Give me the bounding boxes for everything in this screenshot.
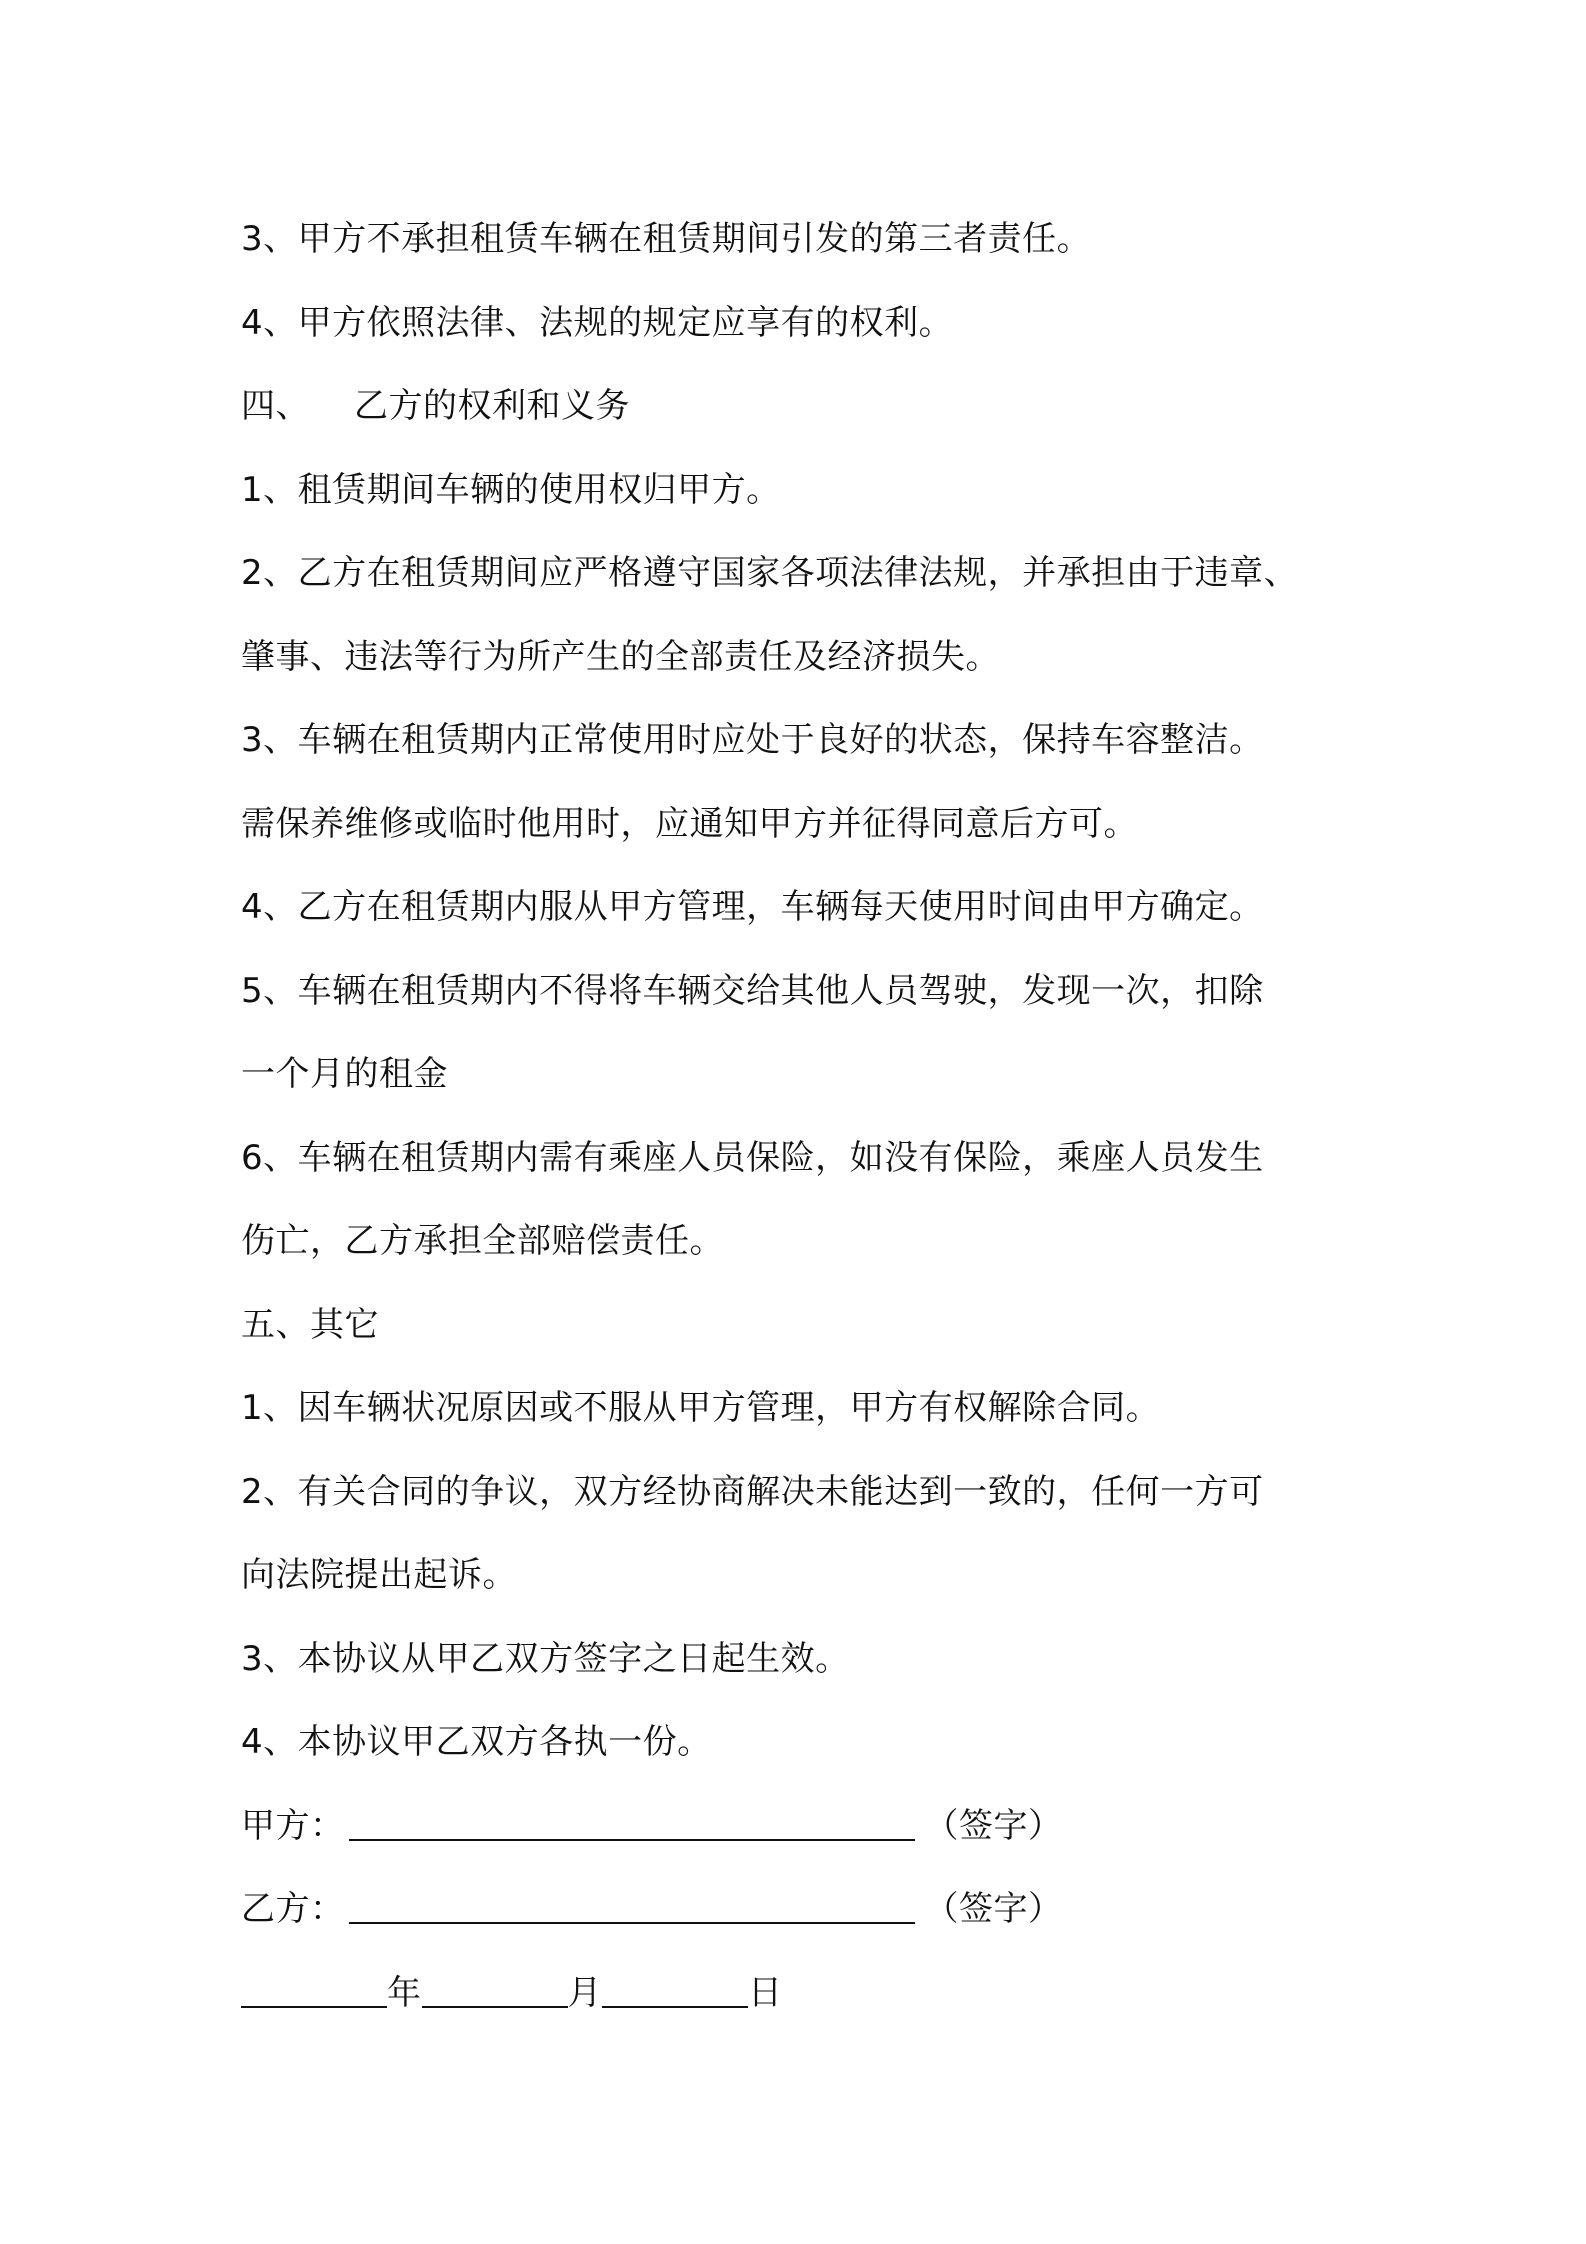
party-b-label: 乙方： — [241, 1889, 345, 1929]
month-blank[interactable] — [422, 1976, 568, 2008]
party-b-sign-note: （签字） — [924, 1889, 1063, 1929]
paragraph-line: 一个月的租金 — [241, 1054, 448, 1094]
party-a-label: 甲方： — [241, 1805, 345, 1846]
section-number: 四、 — [241, 386, 310, 426]
paragraph-line: 1、因车辆状况原因或不服从甲方管理，甲方有权解除合同。 — [241, 1388, 1161, 1428]
paragraph-line: 3、车辆在租赁期内正常使用时应处于良好的状态，保持车容整洁。 — [241, 720, 1264, 760]
paragraph-line: 5、车辆在租赁期内不得将车辆交给其他人员驾驶，发现一次，扣除 — [241, 970, 1264, 1011]
party-a-signature-row — [241, 1785, 1391, 1869]
year-blank[interactable] — [241, 1976, 387, 2008]
section-heading-4 — [241, 365, 1391, 449]
paragraph-line: 肇事、违法等行为所产生的全部责任及经济损失。 — [241, 636, 1000, 677]
document-body — [241, 198, 1391, 2035]
paragraph-line: 1、租赁期间车辆的使用权归甲方。 — [241, 469, 781, 510]
party-b-signature-row — [241, 1868, 1391, 1952]
section-title: 乙方的权利和义务 — [354, 386, 630, 426]
paragraph-line: 4、乙方在租赁期内服从甲方管理，车辆每天使用时间由甲方确定。 — [241, 887, 1264, 927]
section-heading-5: 五、其它 — [241, 1304, 379, 1345]
party-a-signature-blank[interactable] — [349, 1809, 915, 1841]
paragraph-line: 伤亡，乙方承担全部赔偿责任。 — [241, 1221, 724, 1261]
paragraph-line: 3、甲方不承担租赁车辆在租赁期间引发的第三者责任。 — [241, 219, 1092, 259]
paragraph-line: 需保养维修或临时他用时，应通知甲方并征得同意后方可。 — [241, 803, 1138, 844]
date-row — [241, 1952, 1391, 2036]
paragraph-line: 6、车辆在租赁期内需有乘座人员保险，如没有保险，乘座人员发生 — [241, 1137, 1264, 1178]
paragraph-line: 向法院提出起诉。 — [241, 1555, 517, 1595]
paragraph-line: 2、有关合同的争议，双方经协商解决未能达到一致的，任何一方可 — [241, 1471, 1264, 1512]
year-label: 年 — [387, 1972, 422, 2013]
party-b-signature-blank[interactable] — [349, 1892, 915, 1924]
paragraph-line: 4、甲方依照法律、法规的规定应享有的权利。 — [241, 302, 954, 343]
day-label: 日 — [748, 1972, 783, 2013]
paragraph-line: 3、本协议从甲乙双方签字之日起生效。 — [241, 1638, 850, 1679]
day-blank[interactable] — [602, 1976, 748, 2008]
paragraph-line: 4、本协议甲乙双方各执一份。 — [241, 1722, 712, 1762]
party-a-sign-note: （签字） — [924, 1805, 1063, 1846]
paragraph-line: 2、乙方在租赁期间应严格遵守国家各项法律法规，并承担由于违章、 — [241, 553, 1299, 593]
month-label: 月 — [567, 1972, 602, 2013]
